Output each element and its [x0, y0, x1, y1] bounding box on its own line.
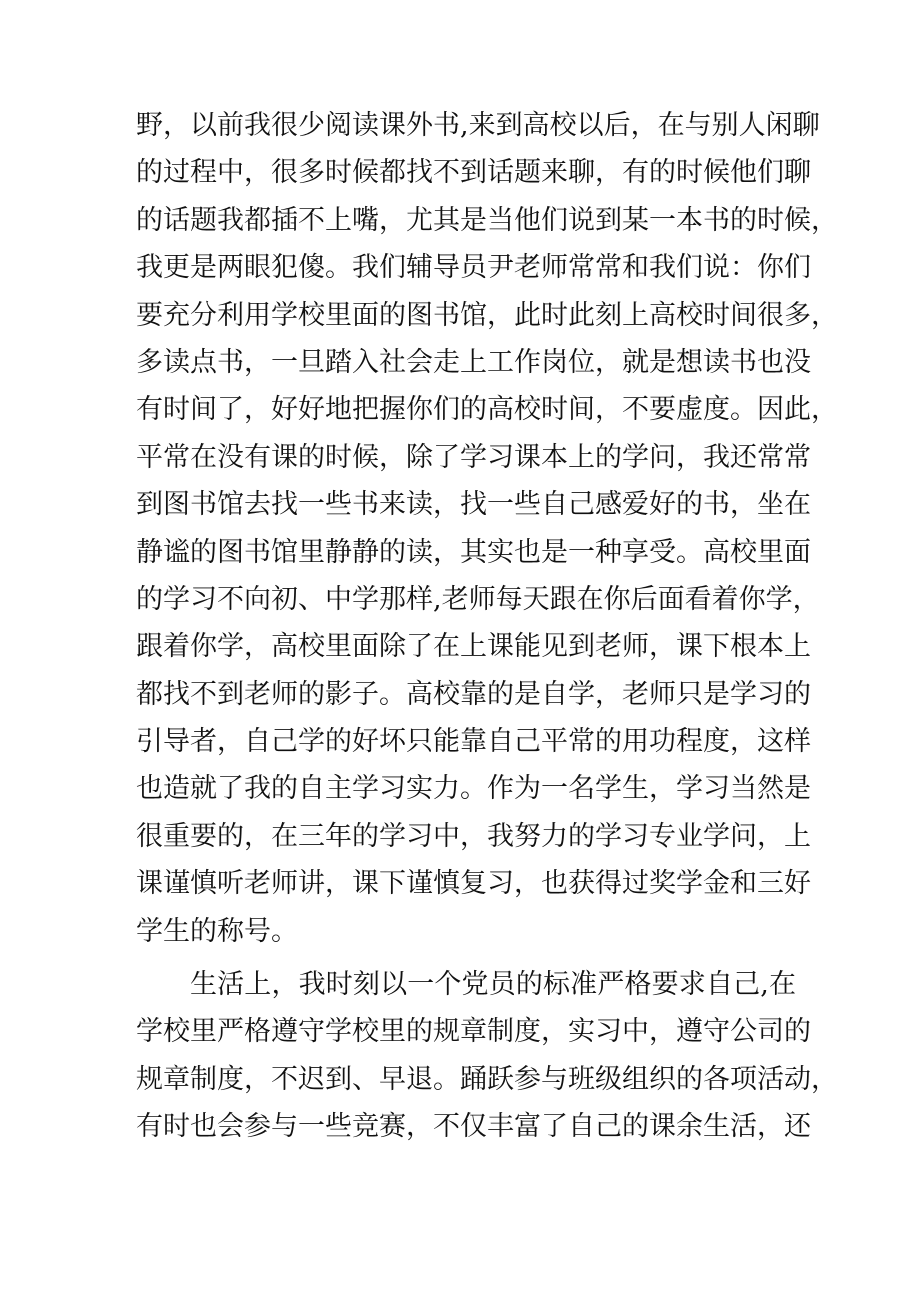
- paragraph-line: 都找不到老师的影子。高校靠的是自学，老师只是学习的: [136, 678, 811, 710]
- paragraph-line: 到图书馆去找一些书来读，找一些自己感爱好的书，坐在: [136, 489, 811, 521]
- paragraph-line: 平常在没有课的时候，除了学习课本上的学问，我还常常: [136, 441, 811, 473]
- paragraph-line: 的话题我都插不上嘴，尤其是当他们说到某一本书的时候，: [136, 204, 838, 236]
- paragraph-line: 有时间了，好好地把握你们的高校时间，不要虚度。因此，: [136, 394, 838, 426]
- paragraph-line: 生活上，我时刻以一个党员的标准严格要求自己,在: [190, 969, 796, 1001]
- paragraph-1: [136, 102, 838, 955]
- paragraph-line: 引导者，自己学的好坏只能靠自己平常的用功程度，这样: [136, 726, 811, 758]
- paragraph-line: 学校里严格遵守学校里的规章制度，实习中，遵守公司的: [136, 1016, 811, 1048]
- document-body: [136, 102, 838, 1151]
- paragraph-line: 学生的称号。: [136, 915, 298, 947]
- paragraph-line: 野，以前我很少阅读课外书,来到高校以后，在与别人闲聊: [136, 110, 820, 141]
- paragraph-line: 的过程中，很多时候都找不到话题来聊，有的时候他们聊: [136, 157, 811, 189]
- paragraph-line: 的学习不向初、中学那样,老师每天跟在你后面看着你学，: [136, 583, 820, 615]
- paragraph-line: 要充分利用学校里面的图书馆，此时此刻上高校时间很多，: [136, 299, 838, 331]
- paragraph-line: 跟着你学，高校里面除了在上课能见到老师，课下根本上: [136, 631, 811, 663]
- paragraph-line: 很重要的，在三年的学习中，我努力的学习专业学问，上: [136, 820, 811, 852]
- paragraph-line: 静谧的图书馆里静静的读，其实也是一种享受。高校里面: [136, 536, 811, 568]
- paragraph-line: 多读点书，一旦踏入社会走上工作岗位，就是想读书也没: [136, 346, 811, 378]
- paragraph-line: 有时也会参与一些竞赛，不仅丰富了自己的课余生活，还: [136, 1111, 811, 1143]
- paragraph-line: 规章制度，不迟到、早退。踊跃参与班级组织的各项活动，: [136, 1063, 838, 1095]
- paragraph-2: [136, 961, 838, 1151]
- paragraph-line: 我更是两眼犯傻。我们辅导员尹老师常常和我们说：你们: [136, 252, 811, 284]
- paragraph-line: 课谨慎听老师讲，课下谨慎复习，也获得过奖学金和三好: [136, 868, 811, 900]
- paragraph-line: 也造就了我的自主学习实力。作为一名学生，学习当然是: [136, 773, 811, 805]
